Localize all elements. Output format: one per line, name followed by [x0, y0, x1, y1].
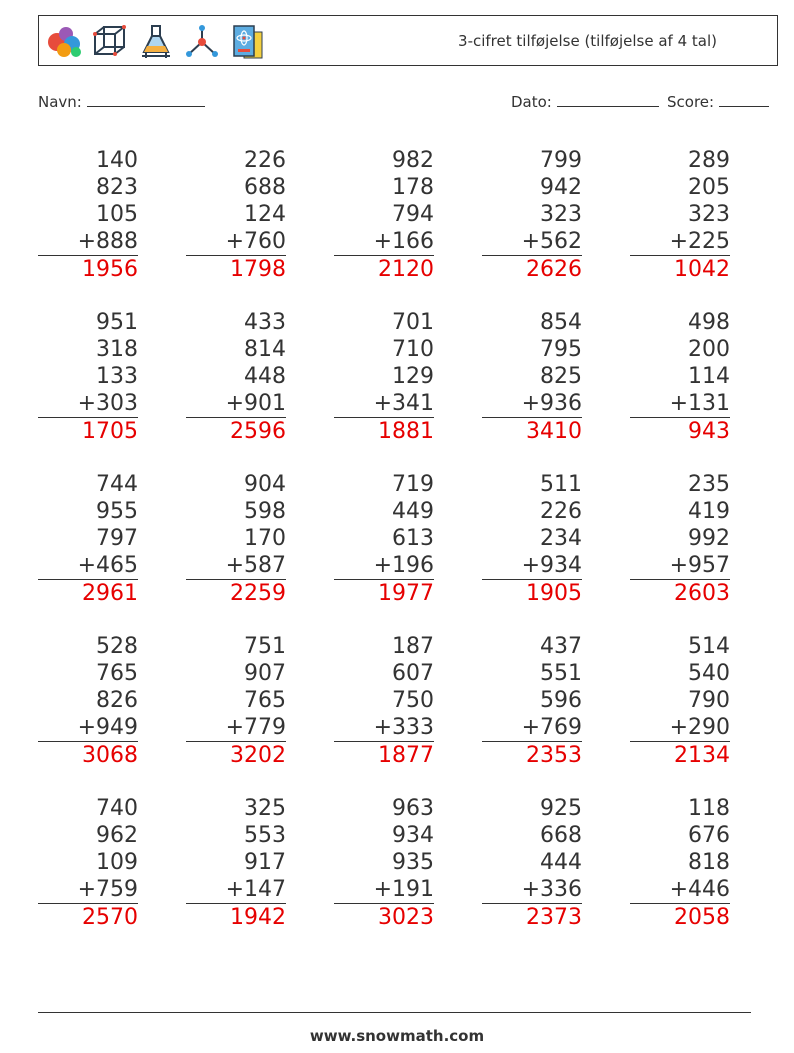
addend-2: 553 — [244, 823, 286, 848]
date-field — [511, 92, 659, 111]
addend-3: 797 — [96, 526, 138, 551]
addend-2: 907 — [244, 661, 286, 686]
addend-3: 444 — [540, 850, 582, 875]
addition-problem — [482, 471, 582, 607]
addend-3: 114 — [688, 364, 730, 389]
addend-1: 963 — [392, 796, 434, 821]
addend-4: +341 — [334, 390, 434, 418]
addend-1: 982 — [392, 148, 434, 173]
addend-3: 826 — [96, 688, 138, 713]
addend-3: 765 — [244, 688, 286, 713]
addend-4: +196 — [334, 552, 434, 580]
addend-2: 607 — [392, 661, 434, 686]
addition-problem — [38, 147, 138, 283]
addend-1: 514 — [688, 634, 730, 659]
addend-3: 133 — [96, 364, 138, 389]
addition-problem — [186, 633, 286, 769]
answer: 1877 — [378, 743, 434, 768]
answer: 3410 — [526, 419, 582, 444]
addition-problem — [186, 147, 286, 283]
addend-2: 823 — [96, 175, 138, 200]
answer: 2626 — [526, 257, 582, 282]
answer: 1956 — [82, 257, 138, 282]
footer-divider — [38, 1012, 751, 1013]
addend-4: +949 — [38, 714, 138, 742]
addition-problem — [482, 633, 582, 769]
addend-4: +759 — [38, 876, 138, 904]
addend-1: 701 — [392, 310, 434, 335]
score-blank[interactable] — [719, 92, 769, 107]
addition-problem — [630, 795, 730, 931]
addition-problem — [186, 795, 286, 931]
addend-1: 751 — [244, 634, 286, 659]
addition-problem — [334, 471, 434, 607]
addend-3: 323 — [540, 202, 582, 227]
addition-problem — [630, 471, 730, 607]
addend-1: 854 — [540, 310, 582, 335]
addend-2: 540 — [688, 661, 730, 686]
answer: 1942 — [230, 905, 286, 930]
addend-3: 109 — [96, 850, 138, 875]
addend-4: +166 — [334, 228, 434, 256]
date-label: Dato: — [511, 93, 552, 111]
addend-2: 688 — [244, 175, 286, 200]
addend-3: 613 — [392, 526, 434, 551]
addend-3: 825 — [540, 364, 582, 389]
name-label: Navn: — [38, 93, 82, 111]
addend-1: 511 — [540, 472, 582, 497]
addend-3: 124 — [244, 202, 286, 227]
addend-2: 765 — [96, 661, 138, 686]
addend-1: 289 — [688, 148, 730, 173]
answer: 1798 — [230, 257, 286, 282]
addend-2: 955 — [96, 499, 138, 524]
addend-4: +779 — [186, 714, 286, 742]
addend-4: +901 — [186, 390, 286, 418]
answer: 1881 — [378, 419, 434, 444]
addend-2: 795 — [540, 337, 582, 362]
answer: 3202 — [230, 743, 286, 768]
answer: 2120 — [378, 257, 434, 282]
addend-2: 551 — [540, 661, 582, 686]
addend-1: 498 — [688, 310, 730, 335]
addend-2: 962 — [96, 823, 138, 848]
addition-problem — [38, 795, 138, 931]
footer-site: www.snowmath.com — [309, 1027, 485, 1045]
answer: 943 — [688, 419, 730, 444]
addend-1: 799 — [540, 148, 582, 173]
addend-1: 528 — [96, 634, 138, 659]
worksheet-title: 3-cifret tilføjelse (tilføjelse af 4 tal) — [458, 32, 717, 50]
addend-1: 744 — [96, 472, 138, 497]
addition-problem — [38, 309, 138, 445]
addition-problem — [334, 147, 434, 283]
addend-3: 992 — [688, 526, 730, 551]
addend-4: +303 — [38, 390, 138, 418]
answer: 2596 — [230, 419, 286, 444]
addend-2: 934 — [392, 823, 434, 848]
addend-4: +760 — [186, 228, 286, 256]
addend-4: +333 — [334, 714, 434, 742]
addend-4: +336 — [482, 876, 582, 904]
addend-1: 437 — [540, 634, 582, 659]
date-blank[interactable] — [557, 92, 659, 107]
addend-2: 598 — [244, 499, 286, 524]
answer: 2353 — [526, 743, 582, 768]
addend-2: 205 — [688, 175, 730, 200]
addend-4: +587 — [186, 552, 286, 580]
addend-4: +290 — [630, 714, 730, 742]
answer: 1977 — [378, 581, 434, 606]
addend-4: +446 — [630, 876, 730, 904]
addend-3: 935 — [392, 850, 434, 875]
addend-3: 790 — [688, 688, 730, 713]
addend-2: 814 — [244, 337, 286, 362]
answer: 2603 — [674, 581, 730, 606]
addend-2: 710 — [392, 337, 434, 362]
addend-2: 318 — [96, 337, 138, 362]
name-blank[interactable] — [87, 92, 205, 107]
addend-4: +957 — [630, 552, 730, 580]
addend-2: 676 — [688, 823, 730, 848]
addend-4: +147 — [186, 876, 286, 904]
score-field — [667, 92, 769, 111]
answer: 1042 — [674, 257, 730, 282]
addend-1: 118 — [688, 796, 730, 821]
addend-3: 596 — [540, 688, 582, 713]
addend-3: 234 — [540, 526, 582, 551]
addend-4: +465 — [38, 552, 138, 580]
answer: 2058 — [674, 905, 730, 930]
answer: 3068 — [82, 743, 138, 768]
addition-problem — [334, 309, 434, 445]
addend-1: 235 — [688, 472, 730, 497]
header-box — [38, 15, 778, 66]
addend-1: 433 — [244, 310, 286, 335]
addend-2: 178 — [392, 175, 434, 200]
addend-1: 325 — [244, 796, 286, 821]
addend-1: 951 — [96, 310, 138, 335]
addend-2: 449 — [392, 499, 434, 524]
answer: 2373 — [526, 905, 582, 930]
addend-2: 419 — [688, 499, 730, 524]
addition-problem — [630, 309, 730, 445]
addend-3: 105 — [96, 202, 138, 227]
addend-4: +888 — [38, 228, 138, 256]
addend-2: 200 — [688, 337, 730, 362]
answer: 2134 — [674, 743, 730, 768]
addend-4: +934 — [482, 552, 582, 580]
answer: 2259 — [230, 581, 286, 606]
addition-problem — [334, 633, 434, 769]
addition-problem — [482, 147, 582, 283]
addend-1: 925 — [540, 796, 582, 821]
addend-3: 750 — [392, 688, 434, 713]
answer: 2961 — [82, 581, 138, 606]
addend-3: 917 — [244, 850, 286, 875]
addend-1: 226 — [244, 148, 286, 173]
answer: 3023 — [378, 905, 434, 930]
answer: 2570 — [82, 905, 138, 930]
addition-problem — [186, 471, 286, 607]
addend-1: 719 — [392, 472, 434, 497]
addition-problem — [334, 795, 434, 931]
addend-1: 140 — [96, 148, 138, 173]
addition-problem — [630, 147, 730, 283]
addend-2: 668 — [540, 823, 582, 848]
addend-4: +936 — [482, 390, 582, 418]
addend-3: 170 — [244, 526, 286, 551]
addend-4: +191 — [334, 876, 434, 904]
answer: 1705 — [82, 419, 138, 444]
addition-problem — [482, 795, 582, 931]
addition-problem — [38, 633, 138, 769]
name-field — [38, 92, 205, 111]
addition-problem — [186, 309, 286, 445]
answer: 1905 — [526, 581, 582, 606]
addend-3: 448 — [244, 364, 286, 389]
addition-problem — [482, 309, 582, 445]
addend-3: 323 — [688, 202, 730, 227]
addend-1: 740 — [96, 796, 138, 821]
addend-4: +769 — [482, 714, 582, 742]
addend-3: 129 — [392, 364, 434, 389]
addition-problem — [38, 471, 138, 607]
addend-3: 818 — [688, 850, 730, 875]
addition-problem — [630, 633, 730, 769]
score-label: Score: — [667, 93, 715, 111]
addend-4: +131 — [630, 390, 730, 418]
addend-1: 187 — [392, 634, 434, 659]
addend-2: 942 — [540, 175, 582, 200]
addend-4: +562 — [482, 228, 582, 256]
addend-3: 794 — [392, 202, 434, 227]
addend-4: +225 — [630, 228, 730, 256]
addend-1: 904 — [244, 472, 286, 497]
addend-2: 226 — [540, 499, 582, 524]
